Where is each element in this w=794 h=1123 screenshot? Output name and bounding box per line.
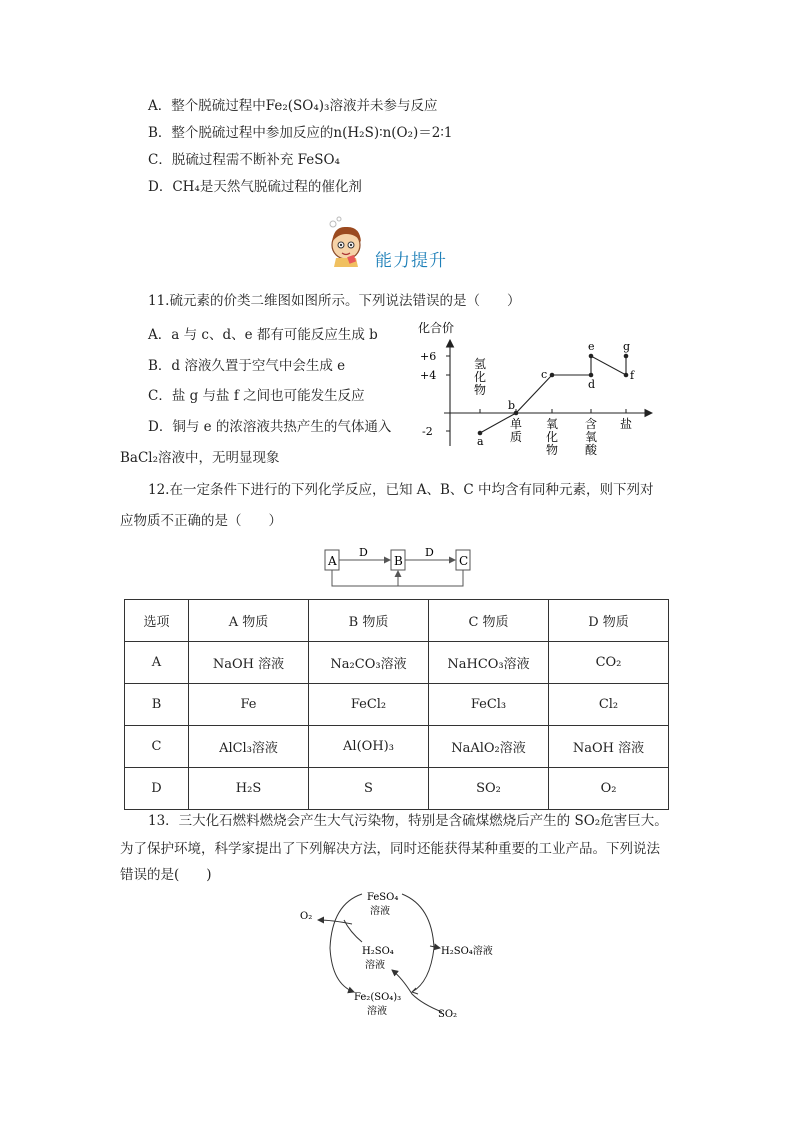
x-category-label: 氢 (474, 357, 487, 371)
table-cell: NaOH 溶液 (189, 642, 309, 684)
table-cell: AlCl₃溶液 (189, 726, 309, 768)
table-cell: NaHCO₃溶液 (429, 642, 549, 684)
cycle-bottom-text: 溶液 (367, 1006, 387, 1017)
x-category-label: 化 (546, 430, 559, 444)
table-cell: Cl₂ (549, 684, 669, 726)
x-category-label: 质 (510, 430, 523, 444)
x-label-hydride (474, 357, 486, 397)
q11-stem: 11.硫元素的价类二维图如图所示。下列说法错误的是（ ） (148, 293, 521, 309)
arrow-label-1: D (359, 546, 368, 559)
x-category-label: 单 (510, 417, 523, 431)
abc-diagram (322, 546, 474, 592)
x-category-label: 酸 (585, 443, 598, 457)
point-c (550, 373, 555, 378)
table-cell: O₂ (549, 768, 669, 810)
q11-option-c: C．盐 g 与盐 f 之间也可能发生反应 (148, 388, 365, 404)
valence-chart (412, 318, 662, 466)
cartoon-student-icon (324, 212, 376, 268)
table-header: D 物质 (549, 600, 669, 642)
x-category-label: 物 (546, 443, 559, 457)
x-category-label: 含 (585, 417, 598, 431)
table-row (125, 768, 669, 810)
table-header: 选项 (125, 600, 189, 642)
chart-y-title: 化合价 (418, 321, 455, 335)
table-cell: Al(OH)₃ (309, 726, 429, 768)
cycle-top-text: 溶液 (370, 906, 390, 917)
q10-option-b: B．整个脱硫过程中参加反应的n(H₂S)∶n(O₂)＝2∶1 (148, 125, 453, 141)
q11-option-a: A．a 与 c、d、e 都有可能反应生成 b (148, 327, 378, 343)
q10-option-a: A．整个脱硫过程中Fe₂(SO₄)₃溶液并未参与反应 (148, 98, 438, 114)
q13-stem-line1: 13．三大化石燃料燃烧会产生大气污染物，特别是含硫煤燃烧后产生的 SO₂危害巨大。 (148, 813, 668, 829)
table-cell: FeCl₃ (429, 684, 549, 726)
cycle-diagram (292, 884, 512, 1024)
table-row (125, 726, 669, 768)
table-cell: SO₂ (429, 768, 549, 810)
y-tick-plus4: +4 (420, 369, 437, 382)
options-table (124, 599, 669, 810)
y-tick-minus2: -2 (422, 425, 433, 438)
table-header: C 物质 (429, 600, 549, 642)
q12-stem-line1: 12.在一定条件下进行的下列化学反应，已知 A、B、C 中均含有同种元素，则下列对 (148, 482, 654, 498)
cycle-top-formula: FeSO₄ (367, 892, 399, 903)
table-header: B 物质 (309, 600, 429, 642)
table-cell: S (309, 768, 429, 810)
table-cell: B (125, 684, 189, 726)
point-e (589, 354, 594, 359)
table-cell: A (125, 642, 189, 684)
table-row (125, 684, 669, 726)
node-c: C (459, 554, 469, 568)
point-f (624, 373, 629, 378)
cycle-mid-formula: H₂SO₄ (362, 946, 394, 957)
x-category-label: 盐 (620, 417, 633, 431)
cycle-bottom-formula: Fe₂(SO₄)₃ (354, 992, 402, 1003)
cycle-right: H₂SO₄溶液 (441, 946, 493, 957)
table-cell: Na₂CO₃溶液 (309, 642, 429, 684)
q13-stem-line2: 为了保护环境，科学家提出了下列解决方法，同时还能获得某种重要的工业产品。下列说法 (120, 841, 660, 857)
label-e: e (588, 340, 595, 353)
node-a: A (328, 554, 337, 568)
label-g: g (623, 340, 631, 353)
x-category-label: 氧 (585, 430, 598, 444)
x-category-label: 物 (474, 383, 487, 397)
cycle-so2: SO₂ (438, 1009, 458, 1020)
x-category-label: 化 (474, 370, 487, 384)
table-cell: NaOH 溶液 (549, 726, 669, 768)
cycle-mid-text: 溶液 (365, 960, 385, 971)
table-cell: C (125, 726, 189, 768)
q11-option-b: B．d 溶液久置于空气中会生成 e (148, 358, 346, 374)
label-b: b (508, 399, 516, 412)
table-cell: H₂S (189, 768, 309, 810)
q10-option-d: D．CH₄是天然气脱硫过程的催化剂 (148, 179, 362, 195)
q11-option-d-cont: BaCl₂溶液中，无明显现象 (120, 450, 280, 466)
node-b: B (394, 554, 403, 568)
ability-banner: 能力提升 (375, 251, 447, 271)
table-header: A 物质 (189, 600, 309, 642)
x-category-label: 氧 (546, 417, 559, 431)
q10-option-c: C．脱硫过程需不断补充 FeSO₄ (148, 152, 340, 168)
label-f: f (630, 369, 635, 382)
point-g (624, 354, 629, 359)
y-tick-plus6: +6 (420, 350, 437, 363)
table-cell: NaAlO₂溶液 (429, 726, 549, 768)
table-cell: Fe (189, 684, 309, 726)
q12-stem-line2: 应物质不正确的是（ ） (120, 513, 282, 529)
point-d (589, 373, 594, 378)
table-row (125, 642, 669, 684)
table-cell: D (125, 768, 189, 810)
label-d: d (588, 378, 596, 391)
cycle-o2: O₂ (300, 911, 313, 922)
q11-option-d: D．铜与 e 的浓溶液共热产生的气体通入 (148, 419, 392, 435)
q13-stem-line3: 错误的是( ) (120, 867, 212, 883)
label-c: c (541, 368, 548, 381)
label-a: a (477, 435, 484, 448)
table-header-row (125, 600, 669, 642)
arrow-label-2: D (425, 546, 434, 559)
table-cell: FeCl₂ (309, 684, 429, 726)
table-cell: CO₂ (549, 642, 669, 684)
